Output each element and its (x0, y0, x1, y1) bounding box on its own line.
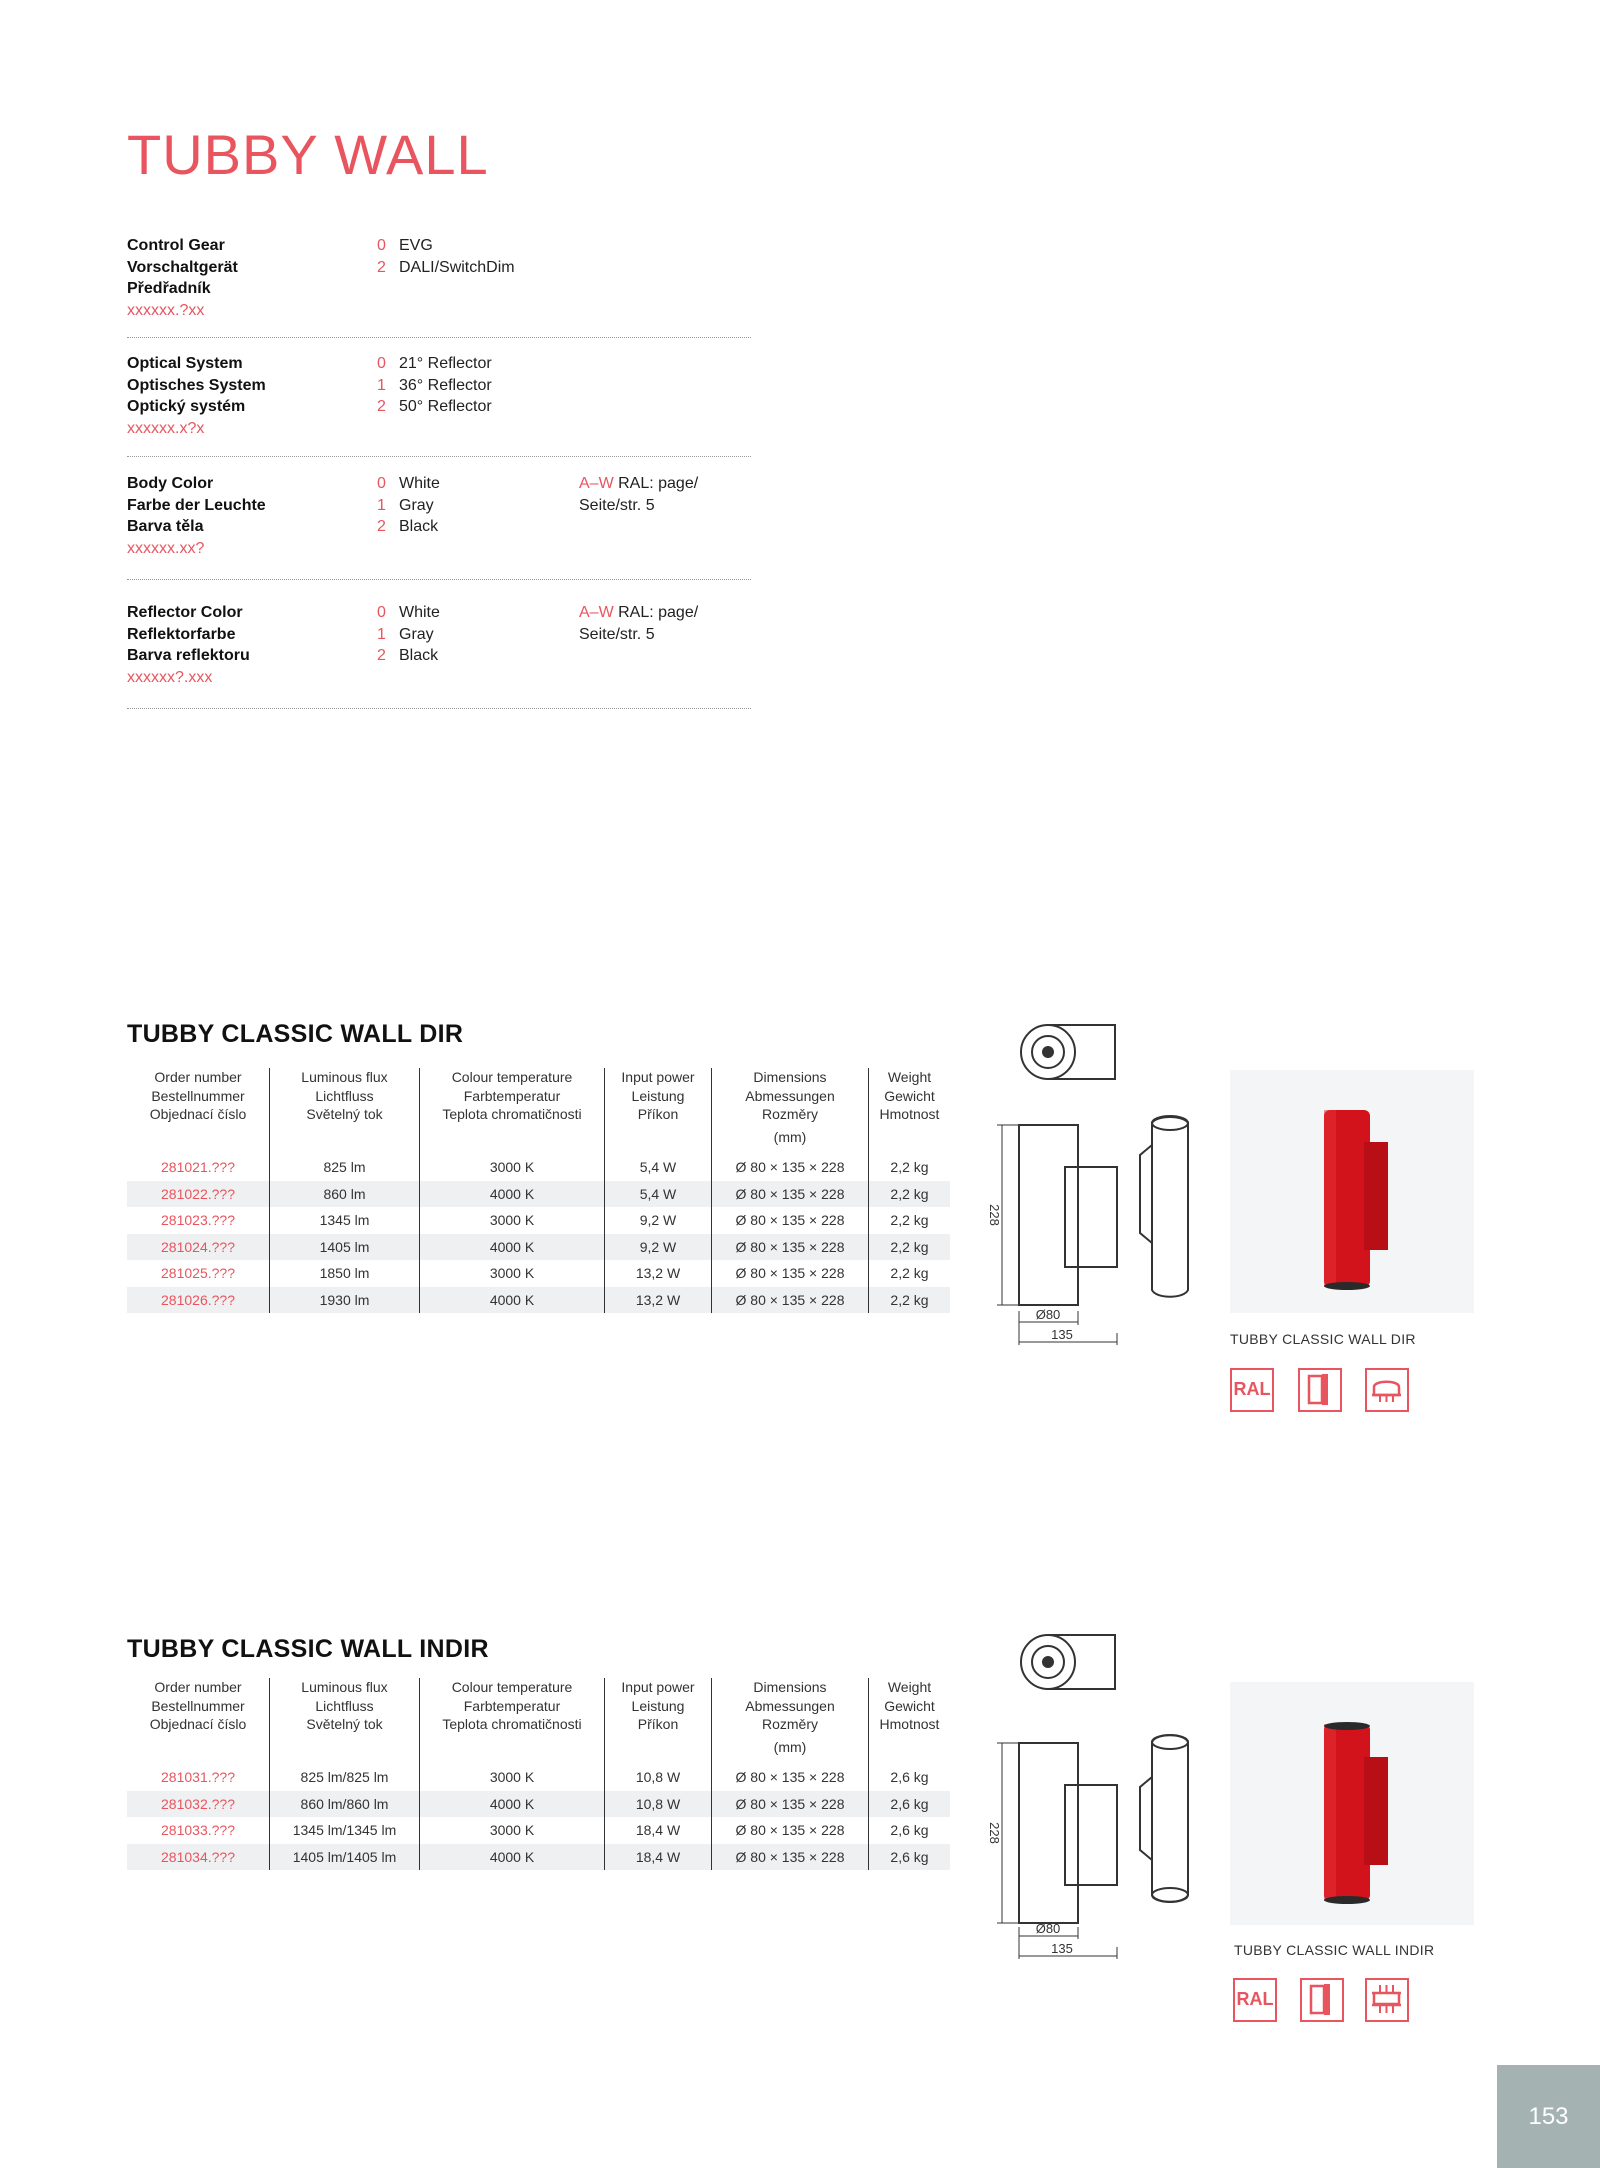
option-code: xxxxxx.xx? (127, 539, 205, 557)
spec-table-indir (127, 1678, 950, 1870)
table-header-row (127, 1678, 950, 1764)
table-row: 281022.??? 860 lm 4000 K 5,4 W Ø 80 × 135 × 228 2,2 kg (127, 1181, 950, 1208)
option-label-en: Control Gear (127, 237, 225, 254)
col-luminous-flux: Luminous flux Lichtfluss Světelný tok (270, 1678, 420, 1764)
product-photo-dir (1230, 1070, 1474, 1313)
divider (127, 456, 751, 457)
divider (127, 337, 751, 338)
technical-drawing-dir (980, 1015, 1220, 1350)
product-caption: TUBBY CLASSIC WALL INDIR (1234, 1942, 1435, 1958)
dim-height-label: 228 (987, 1204, 1002, 1226)
divider (127, 708, 751, 709)
option-item: 1 36° Reflector (377, 376, 492, 394)
dim-height-label: 228 (987, 1822, 1002, 1844)
page-number: 153 (1528, 2103, 1569, 2130)
product-caption: TUBBY CLASSIC WALL DIR (1230, 1331, 1416, 1347)
lamp-dir-icon (1230, 1070, 1474, 1313)
table-row: 281032.??? 860 lm/860 lm 4000 K 10,8 W Ø 80 × 135 × 228 2,6 kg (127, 1791, 950, 1818)
table-row: 281024.??? 1405 lm 4000 K 9,2 W Ø 80 × 135 × 228 2,2 kg (127, 1234, 950, 1261)
option-label-de: Farbe der Leuchte (127, 496, 266, 514)
col-dimensions: Dimensions Abmessungen Rozměry (mm) (712, 1678, 869, 1764)
option-label-en: Optical System (127, 355, 243, 372)
col-order-number: Order number Bestellnummer Objednací číslo (149, 1069, 247, 1122)
option-item: 0 EVG (377, 237, 433, 254)
dim-depth-label: 135 (1051, 1941, 1073, 1956)
ral-icon: RAL (1233, 1978, 1277, 2022)
product-title: TUBBY CLASSIC WALL DIR (127, 1020, 464, 1048)
option-label-cz: Barva těla (127, 518, 204, 535)
table-row: 281034.??? 1405 lm/1405 lm 4000 K 18,4 W Ø 80 × 135 × 228 2,6 kg (127, 1844, 950, 1871)
luminaire-icon (1365, 1368, 1409, 1412)
spec-table-dir (127, 1068, 950, 1313)
option-label-cz: Předřadník (127, 280, 211, 297)
wall-mount-icon (1298, 1368, 1342, 1412)
ral-icon: RAL (1230, 1368, 1274, 1412)
page-title: TUBBY WALL (127, 123, 489, 186)
wall-mount-icon (1300, 1978, 1344, 2022)
table-row: 281026.??? 1930 lm 4000 K 13,2 W Ø 80 × 135 × 228 2,2 kg (127, 1287, 950, 1314)
product-title: TUBBY CLASSIC WALL INDIR (127, 1635, 489, 1663)
col-luminous-flux: Luminous flux Lichtfluss Světelný tok (270, 1068, 420, 1154)
option-code: xxxxxx.?xx (127, 301, 205, 319)
divider (127, 579, 751, 580)
option-item: 1 Gray (377, 625, 434, 643)
option-label-cz: Optický systém (127, 398, 246, 415)
option-item: 0 White (377, 475, 440, 492)
technical-drawing-indir (980, 1625, 1220, 1960)
option-item: 2 Black (377, 647, 439, 664)
option-label-en: Reflector Color (127, 604, 243, 621)
ral-note: A–W RAL: page/ Seite/str. 5 (579, 604, 699, 643)
option-label-en: Body Color (127, 475, 214, 492)
option-label-de: Optisches System (127, 376, 266, 394)
page-number-box (1497, 2065, 1600, 2168)
option-item: 2 DALI/SwitchDim (377, 258, 515, 276)
option-item: 1 Gray (377, 496, 434, 514)
lamp-indir-icon (1230, 1682, 1474, 1925)
col-weight: Weight Gewicht Hmotnost (869, 1068, 951, 1154)
table-row: 281031.??? 825 lm/825 lm 3000 K 10,8 W Ø 80 × 135 × 228 2,6 kg (127, 1764, 950, 1791)
col-colour-temperature: Colour temperature Farbtemperatur Teplota chromatičnosti (420, 1068, 605, 1154)
col-input-power: Input power Leistung Příkon (605, 1068, 712, 1154)
option-label-cz: Barva reflektoru (127, 647, 250, 664)
option-code: xxxxxx.x?x (127, 419, 205, 437)
ral-note: A–W RAL: page/ Seite/str. 5 (579, 475, 699, 514)
table-row: 281025.??? 1850 lm 3000 K 13,2 W Ø 80 × 135 × 228 2,2 kg (127, 1260, 950, 1287)
option-item: 0 White (377, 604, 440, 621)
dim-depth-label: 135 (1051, 1327, 1073, 1342)
option-item: 0 21° Reflector (377, 355, 492, 372)
option-label-de: Reflektorfarbe (127, 625, 236, 643)
dim-diameter-label: Ø80 (1035, 1307, 1061, 1322)
table-row: 281023.??? 1345 lm 3000 K 9,2 W Ø 80 × 135 × 228 2,2 kg (127, 1207, 950, 1234)
option-item: 2 Black (377, 518, 439, 535)
col-input-power: Input power Leistung Příkon (605, 1678, 712, 1764)
col-weight: Weight Gewicht Hmotnost (869, 1678, 951, 1764)
table-row: 281033.??? 1345 lm/1345 lm 3000 K 18,4 W Ø 80 × 135 × 228 2,6 kg (127, 1817, 950, 1844)
col-order-number: Order number Bestellnummer Objednací číslo (149, 1679, 247, 1732)
table-row: 281021.??? 825 lm 3000 K 5,4 W Ø 80 × 135 × 228 2,2 kg (127, 1154, 950, 1181)
dim-diameter-label: Ø80 (1035, 1921, 1061, 1936)
col-dimensions: Dimensions Abmessungen Rozměry (mm) (712, 1068, 869, 1154)
option-item: 2 50° Reflector (377, 398, 492, 415)
col-colour-temperature: Colour temperature Farbtemperatur Teplota chromatičnosti (420, 1678, 605, 1764)
table-header-row (127, 1068, 950, 1154)
product-photo-indir (1230, 1682, 1474, 1925)
option-code: xxxxxx?.xxx (127, 668, 213, 686)
luminaire-up-down-icon (1365, 1978, 1409, 2022)
option-label-de: Vorschaltgerät (127, 258, 238, 276)
